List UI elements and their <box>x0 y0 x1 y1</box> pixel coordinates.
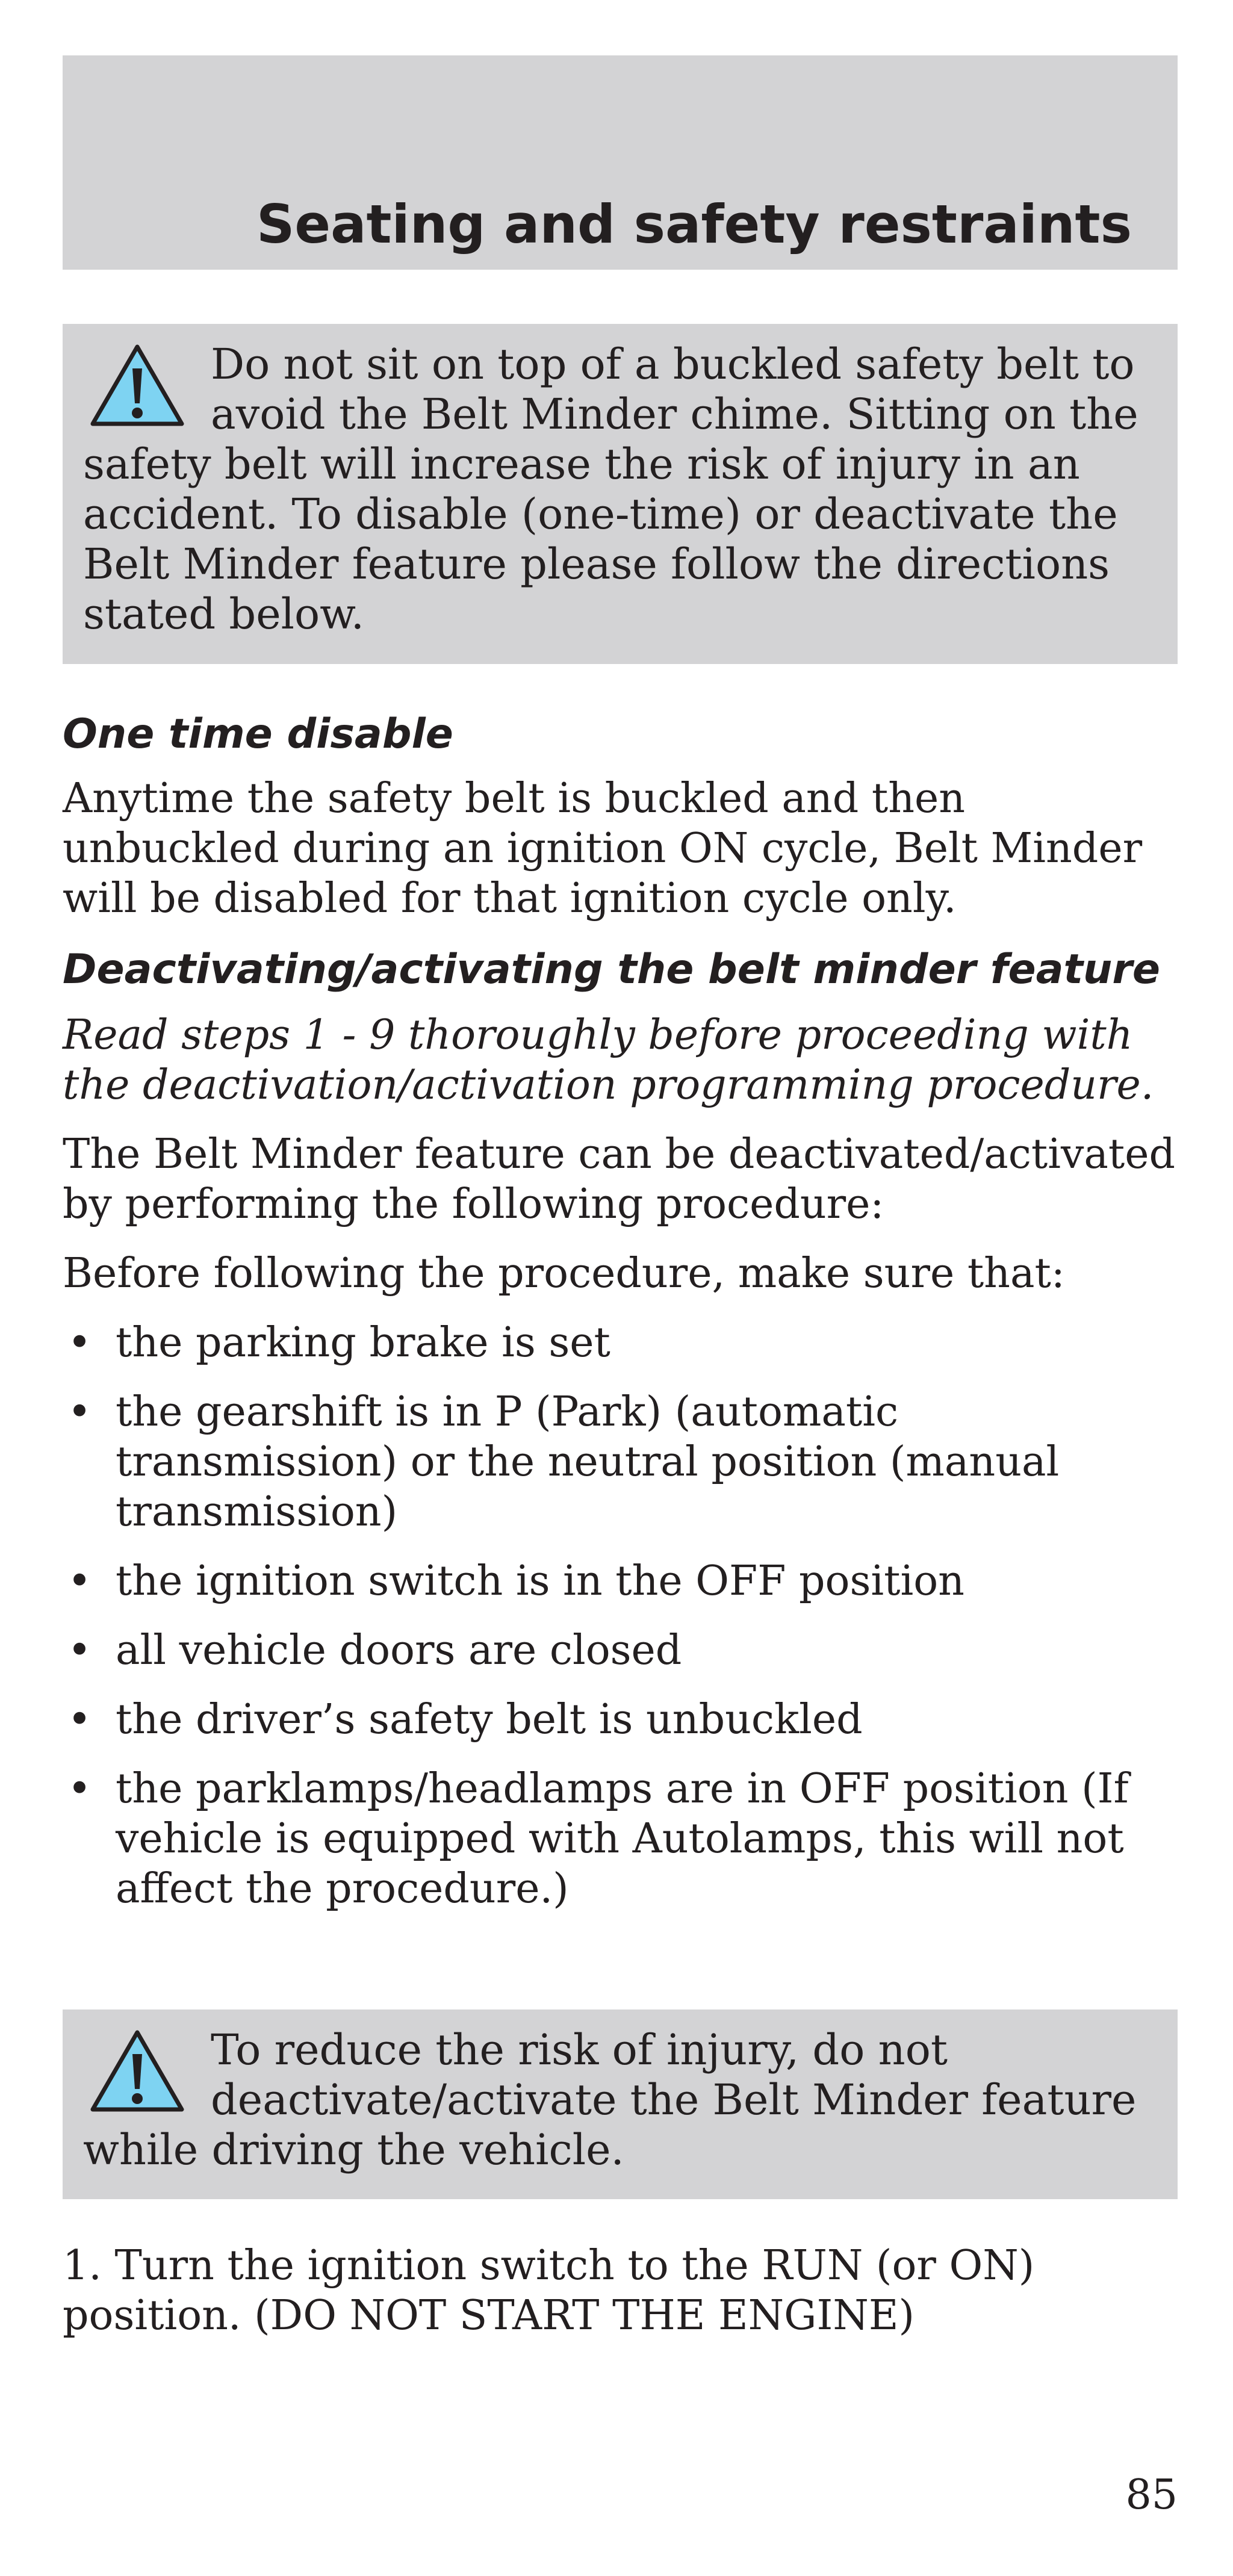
before-procedure-text: Before following the procedure, make sure that: <box>63 1250 1065 1297</box>
list-item <box>63 1695 1182 1745</box>
one-time-disable-text: Anytime the safety belt is buckled and then unbuckled during an ignition ON cycle, Belt Minder will be disabled for that ignition cycle only. <box>63 775 1143 922</box>
precondition-list <box>63 1318 1182 1914</box>
bullet-icon: • <box>67 1627 92 1674</box>
list-item-text: the parking brake is set <box>116 1319 610 1367</box>
warning-triangle-icon <box>89 2029 195 2113</box>
warning-text: To reduce the risk of injury, do not deactivate/activate the Belt Minder feature while driving the vehicle. <box>83 2025 1137 2174</box>
warning-triangle-icon <box>89 343 195 427</box>
deactivate-heading: Deactivating/activating the belt minder feature <box>63 946 1161 993</box>
warning-box <box>63 2010 1178 2199</box>
list-item-text: the parklamps/headlamps are in OFF position (If vehicle is equipped with Autolamps, this will not affect the procedure.) <box>116 1765 1129 1913</box>
main-content <box>63 707 1182 1933</box>
list-item <box>63 1556 1182 1606</box>
list-item <box>63 1625 1182 1675</box>
warning-text: Do not sit on top of a buckled safety belt to avoid the Belt Minder chime. Sitting on the safety belt will increase the risk of injury in an accident. To disable (one-time) or deactivate the Belt Minder feature please follow the directions stated below. <box>83 340 1138 639</box>
bullet-icon: • <box>67 1319 92 1367</box>
page-number: 85 <box>1125 2471 1178 2519</box>
bullet-icon: • <box>67 1765 92 1813</box>
list-item <box>63 1764 1182 1914</box>
warning-box <box>63 324 1178 664</box>
list-item-text: all vehicle doors are closed <box>116 1627 682 1674</box>
read-steps-note: Read steps 1 - 9 thoroughly before proceeding with the deactivation/activation programming procedure. <box>63 1011 1154 1109</box>
deactivate-intro-text: The Belt Minder feature can be deactivated/activated by performing the following procedure: <box>63 1131 1176 1228</box>
list-item-text: the driver’s safety belt is unbuckled <box>116 1696 863 1743</box>
one-time-disable-heading: One time disable <box>63 710 453 758</box>
step-1-text: 1. Turn the ignition switch to the RUN (or ON) position. (DO NOT START THE ENGINE) <box>63 2242 1035 2339</box>
list-item <box>63 1318 1182 1368</box>
bullet-icon: • <box>67 1557 92 1605</box>
list-item-text: the ignition switch is in the OFF position <box>116 1557 964 1605</box>
page-title: Seating and safety restraints <box>256 193 1132 256</box>
list-item-text: the gearshift is in P (Park) (automatic transmission) or the neutral position (manual transmission) <box>116 1388 1060 1536</box>
bullet-icon: • <box>67 1388 92 1436</box>
list-item <box>63 1387 1182 1537</box>
section-header <box>63 55 1178 270</box>
bullet-icon: • <box>67 1696 92 1743</box>
